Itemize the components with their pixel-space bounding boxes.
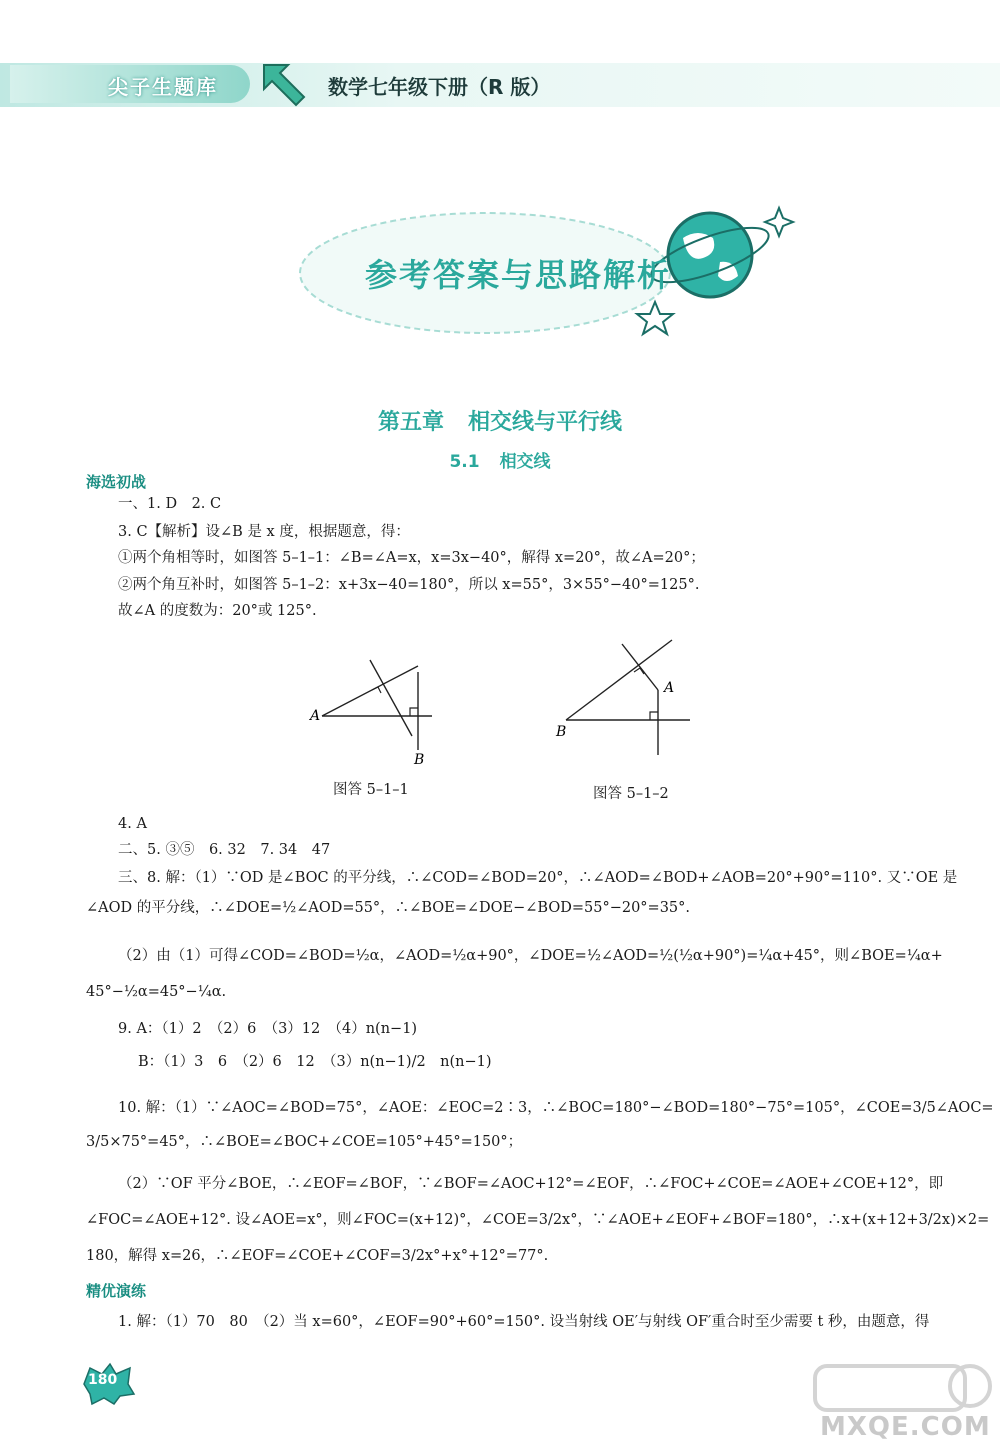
section-heading: [0, 447, 1000, 472]
answer-line: 180，解得 x=26，∴∠EOF=∠COE+∠COF=3/2x°+x°+12°=77°.: [86, 1248, 549, 1264]
answer-line: 3. C【解析】设∠B 是 x 度，根据题意，得：: [118, 524, 410, 540]
answer-line: 4. A: [118, 816, 147, 832]
tag-first: 海选初战: [86, 473, 147, 491]
fig2-label-a: A: [664, 680, 675, 696]
answer-line: 3/5×75°=45°，∴∠BOE=∠BOC+∠COE=105°+45°=150°；: [86, 1134, 523, 1150]
answer-line: 三、8. 解：（1）∵OD 是∠BOC 的平分线，∴∠COD=∠BOD=20°，∴∠AOD=∠BOD+∠AOB=20°+90°=110°. 又∵OE 是: [118, 870, 958, 886]
answer-line: 故∠A 的度数为：20°或 125°.: [118, 603, 317, 619]
chapter-title: 相交线与平行线: [468, 410, 623, 435]
answer-line: B：（1）3 6 （2）6 12 （3）n(n−1)/2 n(n−1): [138, 1054, 492, 1070]
answer-line: 45°−½α=45°−¼α.: [86, 984, 227, 1000]
fig1-label-a: A: [310, 708, 321, 724]
fig1-label-b: B: [414, 752, 425, 768]
arrow-icon: [258, 57, 310, 109]
page-header: [0, 55, 1000, 115]
answer-line: （2）由（1）可得∠COD=∠BOD=½α，∠AOD=½α+90°，∠DOE=½∠AOD=½(½α+90°)=¼α+45°，则∠BOE=¼α+: [118, 948, 943, 964]
figure-5-1-2: [550, 630, 710, 770]
answer-line: ∠AOD 的平分线，∴∠DOE=½∠AOD=55°，∴∠BOE=∠DOE−∠BOD=55°−20°=35°.: [86, 900, 691, 916]
fig2-label-b: B: [556, 724, 567, 740]
figure-5-1-1: [300, 650, 450, 770]
answer-line: ∠FOC=∠AOE+12°. 设∠AOE=x°，则∠FOC=(x+12)°，∠COE=3/2x°，∵∠AOE+∠EOF+∠BOF=180°，∴x+(x+12+3/2x)×2=: [86, 1212, 990, 1228]
figure-caption-2: 图答 5–1–2: [593, 786, 669, 802]
section-title: 相交线: [499, 452, 551, 472]
section-number: 5.1: [449, 452, 480, 472]
answer-line: ②两个角互补时，如图答 5–1–2：x+3x−40=180°，所以 x=55°，3×55°−40°=125°.: [118, 577, 700, 593]
brand-name: 尖子生题库: [108, 75, 218, 99]
watermark-text: MXQE.COM: [820, 1412, 991, 1442]
chapter-label: 第五章: [377, 410, 444, 435]
answer-line: （2）∵OF 平分∠BOE，∴∠EOF=∠BOF，∵∠BOF=∠AOC+12°=∠EOF，∴∠FOC+∠COE=∠AOE+∠COE+12°，即: [118, 1176, 944, 1192]
figure-caption-1: 图答 5–1–1: [333, 782, 409, 798]
answer-line: 二、5. ③⑤ 6. 32 7. 34 47: [118, 842, 331, 858]
book-title: 数学七年级下册（R 版）: [328, 75, 551, 99]
answer-line: 10. 解：（1）∵∠AOC=∠BOD=75°，∠AOE：∠EOC=2∶3，∴∠BOC=180°−∠BOD=180°−75°=105°，∠COE=3/5∠AOC=: [118, 1100, 994, 1116]
banner-title: 参考答案与思路解析: [365, 256, 672, 294]
answer-line: ①两个角相等时，如图答 5–1–1：∠B=∠A=x，x=3x−40°，解得 x=20°，故∠A=20°；: [118, 550, 705, 566]
answer-line: 一、1. D 2. C: [118, 496, 222, 512]
answer-line: 9. A：（1）2 （2）6 （3）12 （4）n(n−1): [118, 1021, 418, 1037]
chapter-heading: [0, 405, 1000, 436]
page-number: 180: [88, 1372, 118, 1388]
answer-line: 1. 解：（1）70 80 （2）当 x=60°，∠EOF=90°+60°=150°. 设当射线 OE′与射线 OF′重合时至少需要 t 秒，由题意，得: [118, 1314, 930, 1330]
tag-second: 精优演练: [86, 1282, 147, 1300]
